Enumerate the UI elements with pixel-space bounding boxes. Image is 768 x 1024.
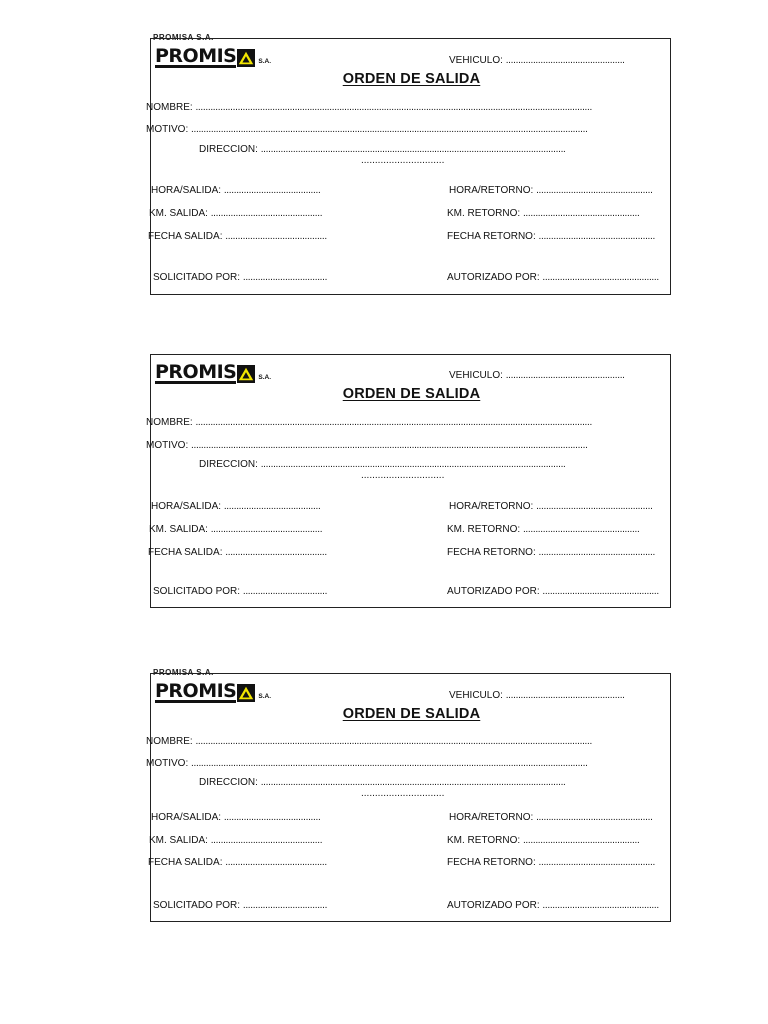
form-title: ORDEN DE SALIDA <box>342 71 481 87</box>
vehicle-dots: ................................................ <box>505 370 625 381</box>
reason-dots: ................................................................................................................................................................ <box>191 124 588 135</box>
reason-dots: ................................................................................................................................................................ <box>191 758 588 769</box>
company-logo <box>155 363 271 384</box>
logo-text: PROMIS <box>155 361 237 383</box>
address-dots: ........................................................................................................................... <box>260 459 566 470</box>
departure-time-label: HORA/SALIDA: <box>151 501 222 512</box>
departure-km-label: KM. SALIDA: <box>149 208 208 219</box>
address-label: DIRECCION: <box>199 144 258 155</box>
departure-date-label: FECHA SALIDA: <box>148 547 223 558</box>
return-date-label: FECHA RETORNO: <box>447 857 536 868</box>
company-logo <box>155 47 271 68</box>
departure-time-dots: ....................................... <box>223 812 321 823</box>
address-dots-line2: .............................. <box>361 788 445 799</box>
return-km-field[interactable] <box>447 208 672 219</box>
vehicle-label: VEHICULO: <box>449 690 503 701</box>
reason-field[interactable] <box>146 440 672 451</box>
order-form-3 <box>146 668 671 922</box>
departure-date-dots: ......................................... <box>225 547 327 558</box>
address-field[interactable] <box>199 144 629 155</box>
address-dots-line2: .............................. <box>361 155 445 166</box>
address-dots: ........................................................................................................................... <box>260 144 566 155</box>
form-title: ORDEN DE SALIDA <box>342 386 481 402</box>
address-dots-line2: .............................. <box>361 470 445 481</box>
departure-km-dots: ............................................. <box>210 524 323 535</box>
vehicle-field[interactable] <box>449 690 672 701</box>
vehicle-label: VEHICULO: <box>449 55 503 66</box>
departure-km-dots: ............................................. <box>210 835 323 846</box>
departure-time-dots: ....................................... <box>223 185 321 196</box>
departure-date-dots: ......................................... <box>225 231 327 242</box>
requested-by-field[interactable] <box>153 272 403 283</box>
reason-field[interactable] <box>146 124 672 135</box>
name-label: NOMBRE: <box>146 736 193 747</box>
vehicle-label: VEHICULO: <box>449 370 503 381</box>
reason-label: MOTIVO: <box>146 758 189 769</box>
logo-text: PROMIS <box>155 680 237 702</box>
reason-field[interactable] <box>146 758 672 769</box>
company-name-top: PROMISA S.A. <box>153 668 214 677</box>
logo-suffix: S.A. <box>258 374 272 381</box>
vehicle-field[interactable] <box>449 370 672 381</box>
return-km-field[interactable] <box>447 835 672 846</box>
departure-time-label: HORA/SALIDA: <box>151 185 222 196</box>
return-time-label: HORA/RETORNO: <box>449 812 534 823</box>
logo-triangle-icon <box>237 684 255 702</box>
return-date-label: FECHA RETORNO: <box>447 547 536 558</box>
return-time-field[interactable] <box>449 501 672 512</box>
departure-date-field[interactable] <box>148 857 398 868</box>
authorized-by-label: AUTORIZADO POR: <box>447 272 540 283</box>
authorized-by-field[interactable] <box>447 586 672 597</box>
return-km-label: KM. RETORNO: <box>447 835 521 846</box>
departure-time-dots: ....................................... <box>223 501 321 512</box>
return-date-dots: ............................................... <box>538 231 655 242</box>
return-time-dots: ............................................... <box>536 185 653 196</box>
name-label: NOMBRE: <box>146 417 193 428</box>
requested-by-label: SOLICITADO POR: <box>153 586 241 597</box>
name-dots: ................................................................................................................................................................ <box>195 102 592 113</box>
return-km-label: KM. RETORNO: <box>447 524 521 535</box>
name-field[interactable] <box>146 736 672 747</box>
address-field[interactable] <box>199 777 629 788</box>
departure-km-dots: ............................................. <box>210 208 323 219</box>
address-field[interactable] <box>199 459 629 470</box>
requested-by-label: SOLICITADO POR: <box>153 272 241 283</box>
logo-suffix: S.A. <box>258 693 272 700</box>
departure-time-field[interactable] <box>151 812 401 823</box>
return-date-dots: ............................................... <box>538 547 655 558</box>
return-km-dots: ............................................... <box>522 524 640 535</box>
departure-km-field[interactable] <box>149 208 399 219</box>
requested-by-label: SOLICITADO POR: <box>153 900 241 911</box>
requested-by-field[interactable] <box>153 900 403 911</box>
address-dots: ........................................................................................................................... <box>260 777 566 788</box>
order-form-2 <box>146 354 671 608</box>
return-time-field[interactable] <box>449 812 672 823</box>
reason-label: MOTIVO: <box>146 124 189 135</box>
departure-km-label: KM. SALIDA: <box>149 835 208 846</box>
return-km-field[interactable] <box>447 524 672 535</box>
form-title: ORDEN DE SALIDA <box>342 706 481 722</box>
reason-dots: ................................................................................................................................................................ <box>191 440 588 451</box>
authorized-by-dots: ............................................... <box>542 586 659 597</box>
return-date-dots: ............................................... <box>538 857 655 868</box>
logo-triangle-icon <box>237 365 255 383</box>
name-field[interactable] <box>146 102 672 113</box>
departure-km-field[interactable] <box>149 524 399 535</box>
departure-time-label: HORA/SALIDA: <box>151 812 222 823</box>
order-form-1 <box>146 33 671 295</box>
company-logo <box>155 682 271 703</box>
authorized-by-field[interactable] <box>447 900 672 911</box>
vehicle-dots: ................................................ <box>505 55 625 66</box>
return-date-field[interactable] <box>447 231 672 242</box>
requested-by-field[interactable] <box>153 586 403 597</box>
name-label: NOMBRE: <box>146 102 193 113</box>
return-time-label: HORA/RETORNO: <box>449 185 534 196</box>
authorized-by-label: AUTORIZADO POR: <box>447 586 540 597</box>
departure-date-field[interactable] <box>148 231 398 242</box>
return-time-dots: ............................................... <box>536 812 653 823</box>
reason-label: MOTIVO: <box>146 440 189 451</box>
vehicle-field[interactable] <box>449 55 672 66</box>
requested-by-dots: .................................. <box>242 586 328 597</box>
requested-by-dots: .................................. <box>242 272 328 283</box>
authorized-by-label: AUTORIZADO POR: <box>447 900 540 911</box>
return-km-dots: ............................................... <box>522 835 640 846</box>
departure-date-label: FECHA SALIDA: <box>148 857 223 868</box>
return-date-label: FECHA RETORNO: <box>447 231 536 242</box>
departure-date-field[interactable] <box>148 547 398 558</box>
company-name-top: PROMISA S.A. <box>153 33 214 42</box>
departure-time-field[interactable] <box>151 185 401 196</box>
departure-km-label: KM. SALIDA: <box>149 524 208 535</box>
return-time-dots: ............................................... <box>536 501 653 512</box>
name-dots: ................................................................................................................................................................ <box>195 736 592 747</box>
departure-km-field[interactable] <box>149 835 399 846</box>
return-time-label: HORA/RETORNO: <box>449 501 534 512</box>
departure-date-label: FECHA SALIDA: <box>148 231 223 242</box>
return-km-label: KM. RETORNO: <box>447 208 521 219</box>
authorized-by-dots: ............................................... <box>542 900 659 911</box>
logo-triangle-icon <box>237 49 255 67</box>
name-field[interactable] <box>146 417 672 428</box>
return-km-dots: ............................................... <box>522 208 640 219</box>
address-label: DIRECCION: <box>199 459 258 470</box>
requested-by-dots: .................................. <box>242 900 328 911</box>
return-date-field[interactable] <box>447 857 672 868</box>
authorized-by-dots: ............................................... <box>542 272 659 283</box>
name-dots: ................................................................................................................................................................ <box>195 417 592 428</box>
authorized-by-field[interactable] <box>447 272 672 283</box>
return-date-field[interactable] <box>447 547 672 558</box>
logo-text: PROMIS <box>155 45 237 67</box>
departure-time-field[interactable] <box>151 501 401 512</box>
logo-suffix: S.A. <box>258 58 272 65</box>
vehicle-dots: ................................................ <box>505 690 625 701</box>
departure-date-dots: ......................................... <box>225 857 327 868</box>
return-time-field[interactable] <box>449 185 672 196</box>
address-label: DIRECCION: <box>199 777 258 788</box>
